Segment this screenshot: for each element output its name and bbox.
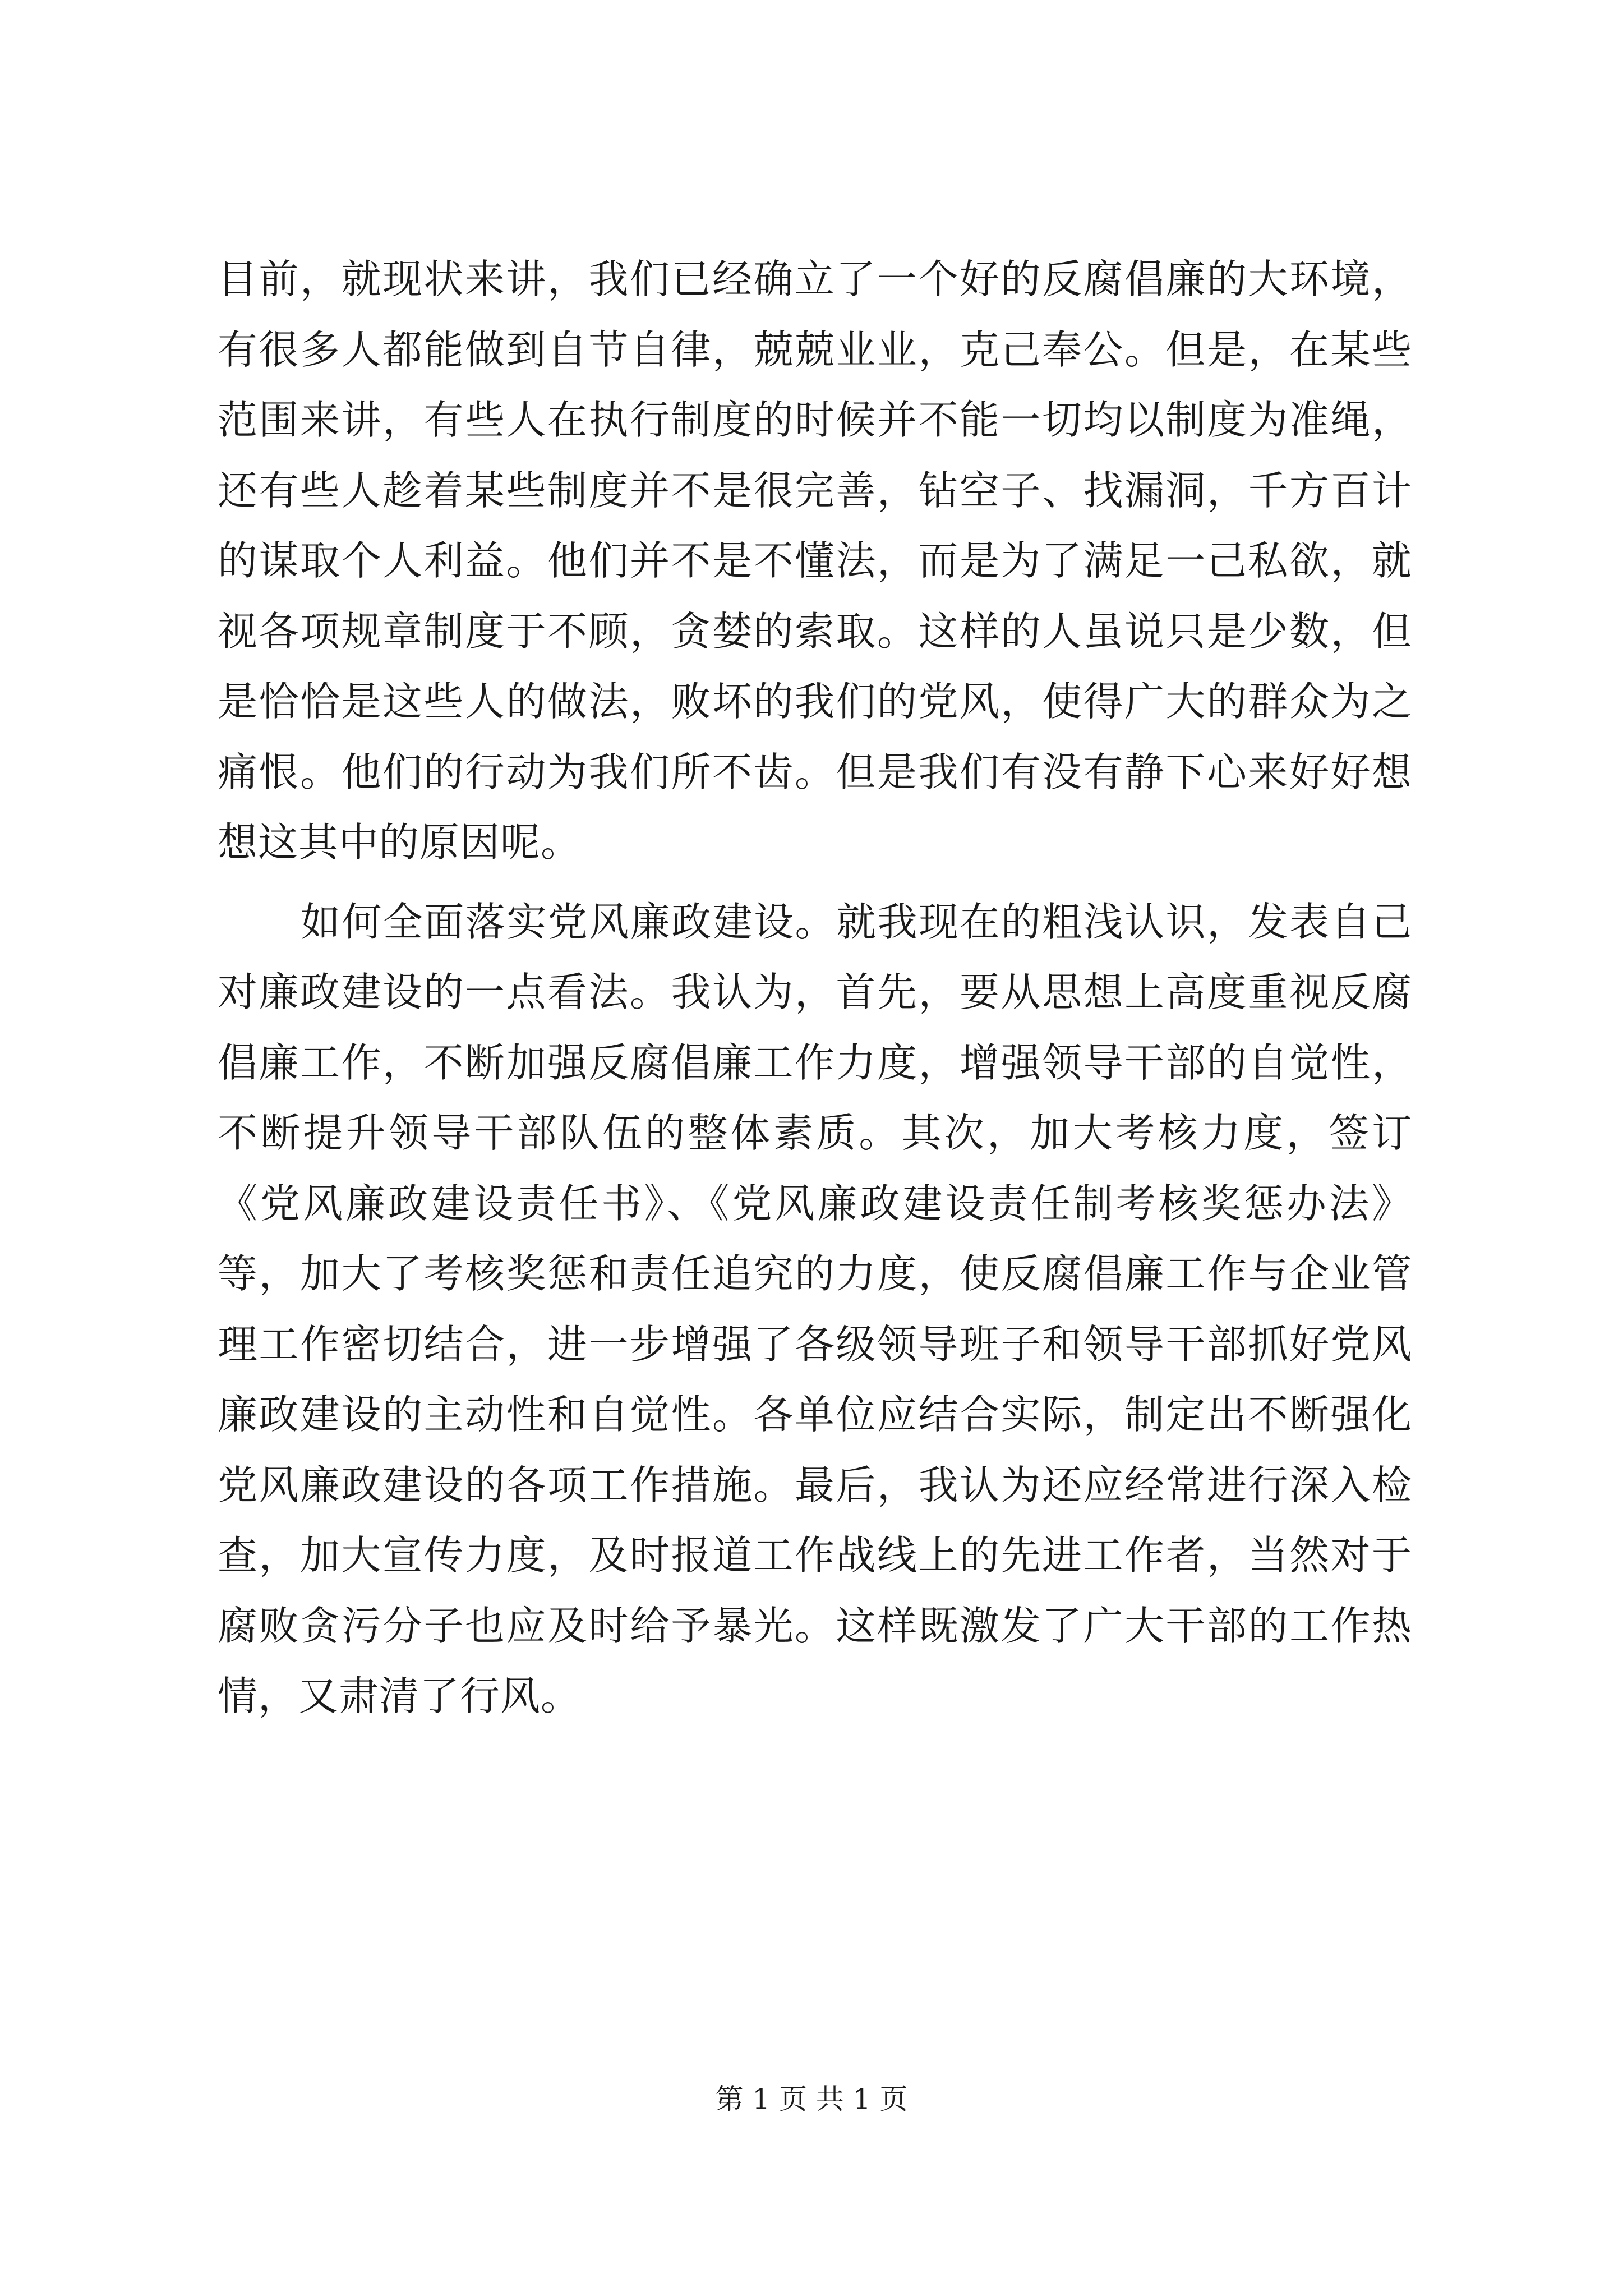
document-body: [218, 244, 1412, 1732]
page-number-footer: 第 1 页 共 1 页: [715, 2083, 908, 2115]
paragraph-1: 目前，就现状来讲，我们已经确立了一个好的反腐倡廉的大环境，有很多人都能做到自节自律，兢兢业业，克己奉公。但是，在某些范围来讲，有些人在执行制度的时候并不能一切均以制度为准绳，还有些人趁着某些制度并不是很完善，钻空子、找漏洞，千方百计的谋取个人利益。他们并不是不懂法，而是为了满足一己私欲，就视各项规章制度于不顾，贪婪的索取。这样的人虽说只是少数，但是恰恰是这些人的做法，败坏的我们的党风，使得广大的群众为之痛恨。他们的行动为我们所不齿。但是我们有没有静下心来好好想想这其中的原因呢。: [218, 256, 1412, 866]
paragraph-2: 如何全面落实党风廉政建设。就我现在的粗浅认识，发表自己对廉政建设的一点看法。我认为，首先，要从思想上高度重视反腐倡廉工作，不断加强反腐倡廉工作力度，增强领导干部的自觉性，不断提升领导干部队伍的整体素质。其次，加大考核力度，签订《党风廉政建设责任书》、《党风廉政建设责任制考核奖惩办法》等，加大了考核奖惩和责任追究的力度，使反腐倡廉工作与企业管理工作密切结合，进一步增强了各级领导班子和领导干部抓好党风廉政建设的主动性和自觉性。各单位应结合实际，制定出不断强化党风廉政建设的各项工作措施。最后，我认为还应经常进行深入检查，加大宣传力度，及时报道工作战线上的先进工作者，当然对于腐败贪污分子也应及时给予暴光。这样既激发了广大干部的工作热情，又肃清了行风。: [218, 898, 1412, 1719]
